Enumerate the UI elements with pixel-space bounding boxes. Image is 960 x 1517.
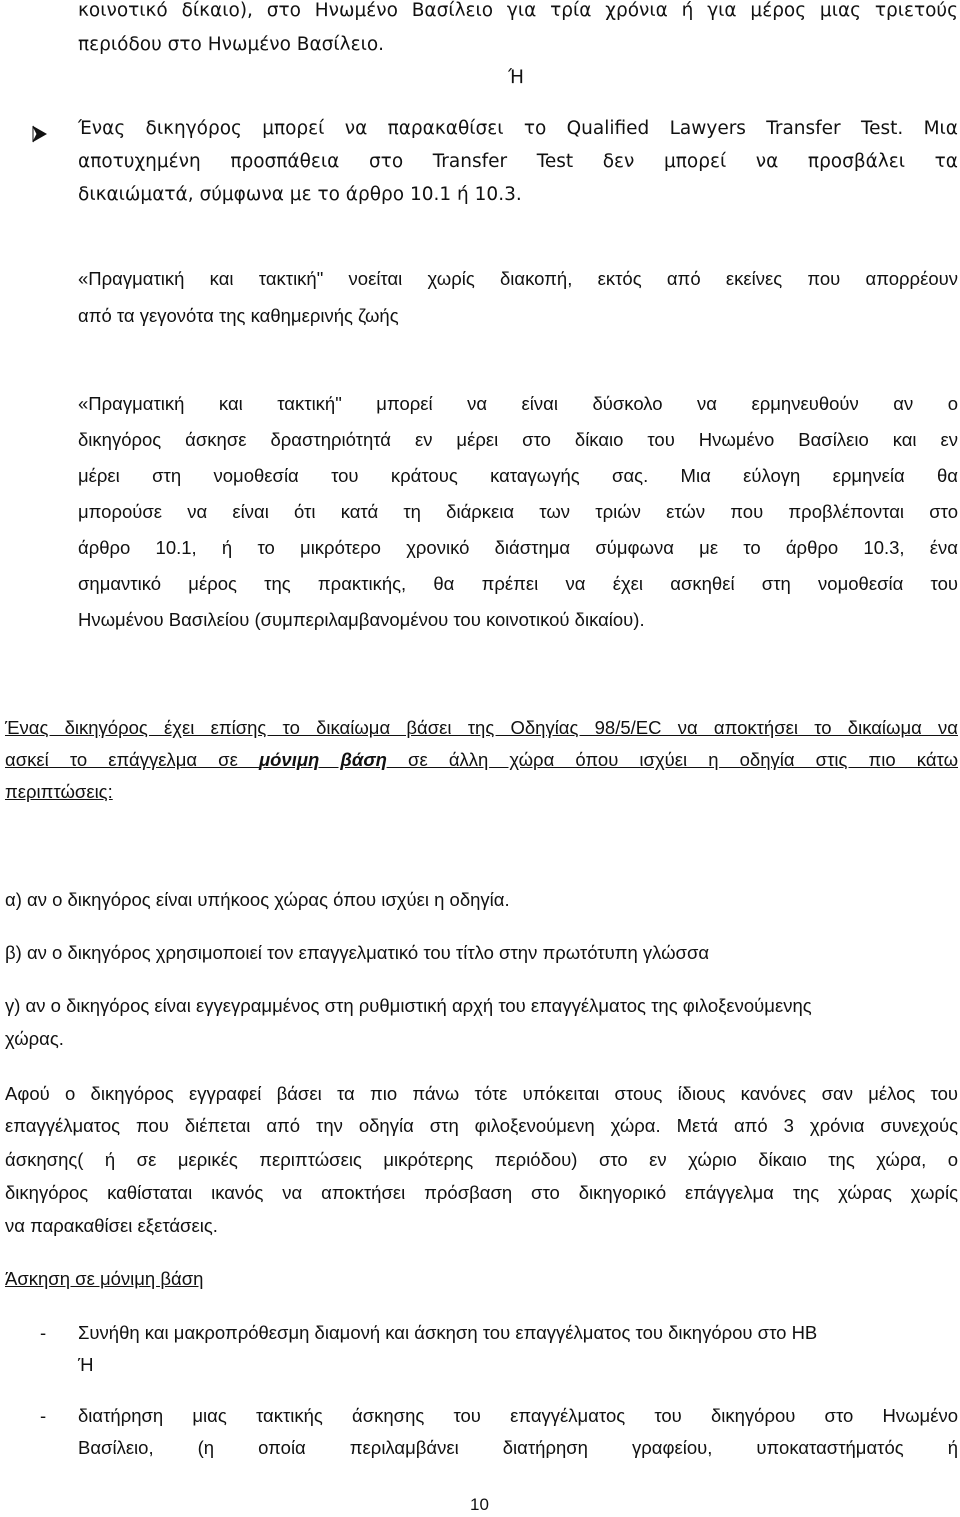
quote2-line-3: μέρει στη νομοθεσία του κράτους καταγωγής σας. Μια εύλογη ερμηνεία θα bbox=[78, 465, 958, 486]
quote2-line-2: δικηγόρος άσκησε δραστηριότητά εν μέρει στο δίκαιο του Ηνωμένο Βασίλειο και εν bbox=[78, 429, 958, 450]
bullet-line-2: αποτυχημένη προσπάθεια στο Transfer Test δεν μπορεί να προσβάλει τα bbox=[78, 151, 958, 172]
registration-line-1: Αφού ο δικηγόρος εγγραφεί βάσει τα πιο πάνω τότε υπόκειται στους ίδιους κανόνες σαν μέλος του bbox=[5, 1083, 958, 1104]
or-label: Ή bbox=[508, 67, 525, 88]
dash-item-1-or: Ή bbox=[78, 1354, 94, 1375]
dash-2: - bbox=[40, 1405, 47, 1426]
quote2-line-1: «Πραγματική και τακτική" μπορεί να είναι δύσκολο να ερμηνευθούν αν ο bbox=[78, 393, 958, 414]
directive-line-3: περιπτώσεις: bbox=[5, 781, 113, 802]
quote2-line-7: Ηνωμένου Βασιλείου (συμπεριλαμβανομένου του κοινοτικού δικαίου). bbox=[78, 609, 645, 630]
permanent-basis-heading: Άσκηση σε μόνιμη βάση bbox=[5, 1268, 204, 1289]
permanent-basis-emphasis: μόνιμη βάση bbox=[258, 749, 387, 770]
arrow-bullet-icon bbox=[30, 124, 50, 144]
quote2-line-4: μπορούσε να είναι ότι κατά τη διάρκεια των τριών ετών που προβλέπονται στο bbox=[78, 501, 958, 522]
quote2-line-6: σημαντικό μέρος της πρακτικής, θα πρέπει να έχει ασκηθεί στη νομοθεσία του bbox=[78, 573, 958, 594]
registration-line-5: να παρακαθίσει εξετάσεις. bbox=[5, 1215, 218, 1236]
directive-line-2 bbox=[5, 749, 958, 771]
intro-line-2: περιόδου στο Ηνωμένο Βασίλειο. bbox=[78, 34, 385, 55]
bullet-line-3: δικαιώματά, σύμφωνα με το άρθρο 10.1 ή 10.3. bbox=[78, 184, 522, 205]
directive-line-2-start: ασκεί το επάγγελμα σε bbox=[5, 749, 259, 770]
dash-item-1-line-1: Συνήθη και μακροπρόθεσμη διαμονή και άσκηση του επαγγέλματος του δικηγόρου στο ΗΒ bbox=[78, 1322, 818, 1343]
directive-line-1: Ένας δικηγόρος έχει επίσης το δικαίωμα βάσει της Οδηγίας 98/5/EC να αποκτήσει το δικαίωμα να bbox=[5, 717, 958, 738]
quote1-line-2: από τα γεγονότα της καθημερινής ζωής bbox=[78, 305, 399, 326]
registration-line-3: άσκησης( ή σε μερικές περιπτώσεις μικρότερης περιόδου) στο εν χώριο δίκαιο της χώρα, ο bbox=[5, 1149, 958, 1170]
case-c-line-2: χώρας. bbox=[5, 1028, 64, 1049]
registration-line-4: δικηγόρος καθίσταται ικανός να αποκτήσει πρόσβαση στο δικηγορικό επάγγελμα της χώρας χωρίς bbox=[5, 1182, 958, 1203]
registration-line-2: επαγγέλματος που διέπεται από την οδηγία στη φιλοξενούμενη χώρα. Μετά από 3 χρόνια συνεχούς bbox=[5, 1115, 958, 1136]
dash-item-2-line-2: Βασίλειο, (η οποία περιλαμβάνει διατήρηση γραφείου, υποκαταστήματός ή bbox=[78, 1437, 958, 1458]
quote2-line-5: άρθρο 10.1, ή το μικρότερο χρονικό διάστημα σύμφωνα με το άρθρο 10.3, ένα bbox=[78, 537, 958, 558]
page-number: 10 bbox=[470, 1495, 489, 1514]
directive-line-2-end: σε άλλη χώρα όπου ισχύει η οδηγία στις πιο κάτω bbox=[386, 749, 959, 770]
dash-1: - bbox=[40, 1322, 47, 1343]
bullet-line-1: Ένας δικηγόρος μπορεί να παρακαθίσει το Qualified Lawyers Transfer Test. Μια bbox=[78, 118, 958, 139]
case-b: β) αν ο δικηγόρος χρησιμοποιεί τον επαγγελματικό του τίτλο στην πρωτότυπη γλώσσα bbox=[5, 942, 710, 963]
case-c-line-1: γ) αν ο δικηγόρος είναι εγγεγραμμένος στη ρυθμιστική αρχή του επαγγέλματος της φιλοξενούμενης bbox=[5, 995, 812, 1016]
quote1-line-1: «Πραγματική και τακτική" νοείται χωρίς διακοπή, εκτός από εκείνες που απορρέουν bbox=[78, 268, 958, 289]
case-a: α) αν ο δικηγόρος είναι υπήκοος χώρας όπου ισχύει η οδηγία. bbox=[5, 889, 510, 910]
dash-item-2-line-1: διατήρηση μιας τακτικής άσκησης του επαγγέλματος του δικηγόρου στο Ηνωμένο bbox=[78, 1405, 958, 1426]
intro-line-1: κοινοτικό δίκαιο), στο Ηνωμένο Βασίλειο για τρία χρόνια ή για μέρος μιας τριετούς bbox=[78, 0, 958, 21]
